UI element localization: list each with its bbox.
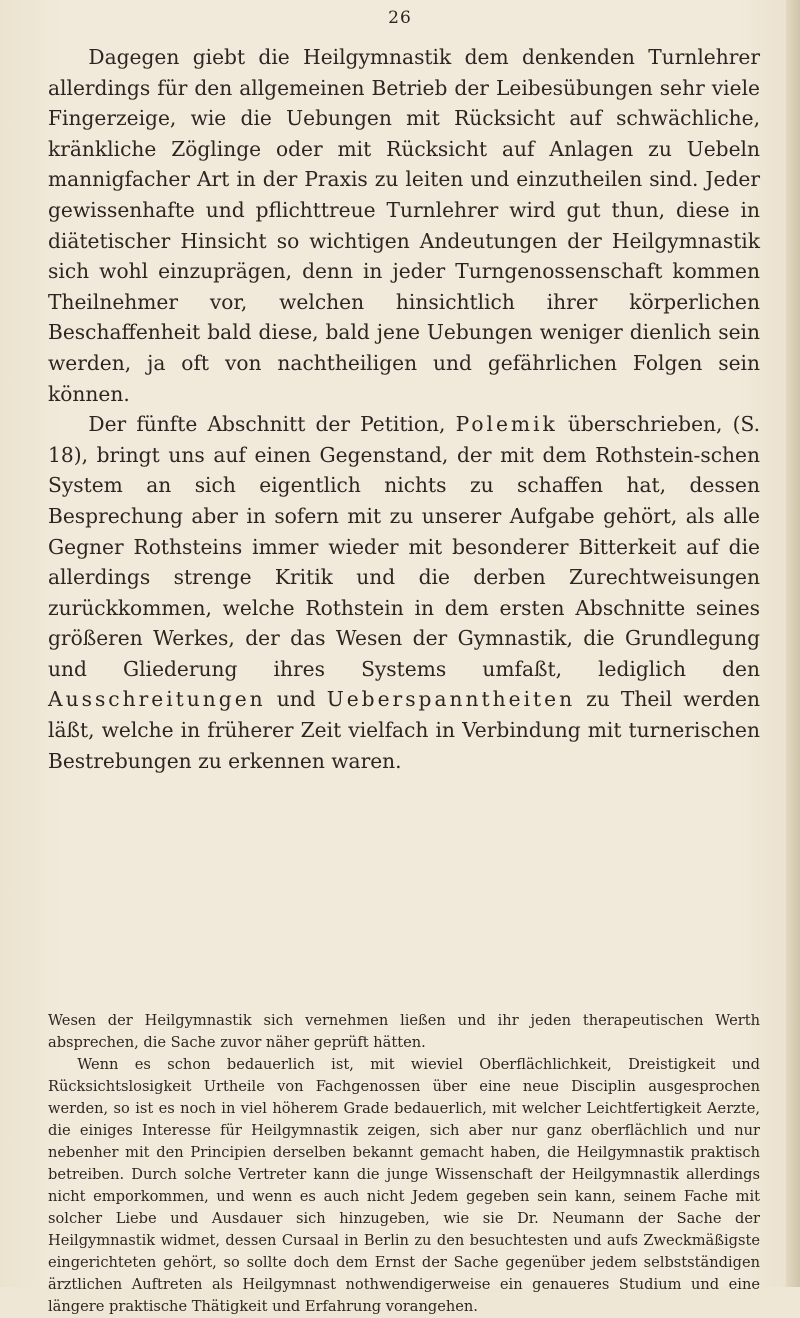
p2-middle: überschrieben, (S. 18), bringt uns auf einen Gegenstand, der mit dem Rothstein-schen System an sich eigentlich nichts zu schaffen hat, dessen Besprechung aber in sofern mit zu unserer Aufgabe gehört, als alle Gegner Rothsteins immer wieder mit besonderer Bitterkeit auf die allerdings strenge Kritik und die derben Zurechtweisungen zurückkommen, welche Rothstein in dem ersten Abschnitte seines größeren Werkes, der das Wesen der Gymnastik, die Grundlegung und Gliederung ihres Systems umfaßt, lediglich den (48, 412, 760, 681)
emphasis-polemik: Polemik (455, 412, 558, 437)
footnote-paragraph: Wenn es schon bedauerlich ist, mit wieviel Oberflächlichkeit, Dreistigkeit und Rücksichtslosigkeit Urtheile von Fachgenossen über eine neue Disciplin ausgesprochen werden, so ist es noch in viel höherem Grade bedauerlich, mit welcher Leichtfertigkeit Aerzte, die einiges Interesse für Heilgymnastik zeigen, sich aber nur ganz oberflächlich und nur nebenher mit den Principien derselben bekannt gemacht haben, die Heilgymnastik praktisch betreiben. Durch solche Vertreter kann die junge Wissenschaft der Heilgymnastik allerdings nicht emporkommen, und wenn es auch nicht Jedem gegeben sein kann, seinem Fache mit solcher Liebe und Ausdauer sich hinzugeben, wie sie Dr. Neumann der Sache der Heilgymnastik widmet, dessen Cursaal in Berlin zu den besuchtesten und aufs Zweckmäßigste eingerichteten gehört, so sollte doch dem Ernst der Sache gegenüber jedem selbstständigen ärztlichen Auftreten als Heilgymnast nothwendigerweise ein genaueres Studium und eine längere praktische Thätigkeit und Erfahrung vorangehen. (48, 1056, 760, 1315)
p2-und: und (265, 687, 327, 712)
emphasis-ausschreitungen: Ausschreitungen (48, 687, 266, 712)
page-edge (786, 0, 800, 1287)
footnotes (48, 1010, 760, 1318)
paragraph-heilgymnastik: Dagegen giebt die Heilgymnastik dem denkenden Turnlehrer allerdings für den allgemeinen Betrieb der Leibesübungen sehr viele Fingerzeige, wie die Uebungen mit Rücksicht auf schwächliche, kränkliche Zöglinge oder mit Rücksicht auf Anlagen zu Uebeln mannigfacher Art in der Praxis zu leiten und einzutheilen sind. Jeder gewissenhafte und pflichttreue Turnlehrer wird gut thun, diese in diätetischer Hinsicht so wichtigen Andeutungen der Heilgymnastik sich wohl einzuprägen, denn in jeder Turngenossenschaft kommen Theilnehmer vor, welchen hinsichtlich ihrer körperlichen Beschaffenheit bald diese, bald jene Uebungen weniger dienlich sein werden, ja oft von nachtheiligen und gefährlichen Folgen sein können. (48, 45, 760, 406)
p2-before: Der fünfte Abschnitt der Petition, (88, 412, 456, 437)
paragraph-polemik (48, 409, 760, 776)
p2-end: zu Theil werden läßt, welche in früherer Zeit vielfach in Verbindung mit turnerischen Bestrebungen zu erkennen waren. (48, 687, 761, 773)
emphasis-ueberspanntheiten: Ueberspanntheiten (326, 687, 576, 712)
main-text (48, 42, 760, 776)
footnote-continuation: Wesen der Heilgymnastik sich vernehmen ließen und ihr jeden therapeutischen Werth absprechen, die Sache zuvor näher geprüft hätten. (48, 1012, 760, 1051)
page-number: 26 (388, 8, 412, 28)
